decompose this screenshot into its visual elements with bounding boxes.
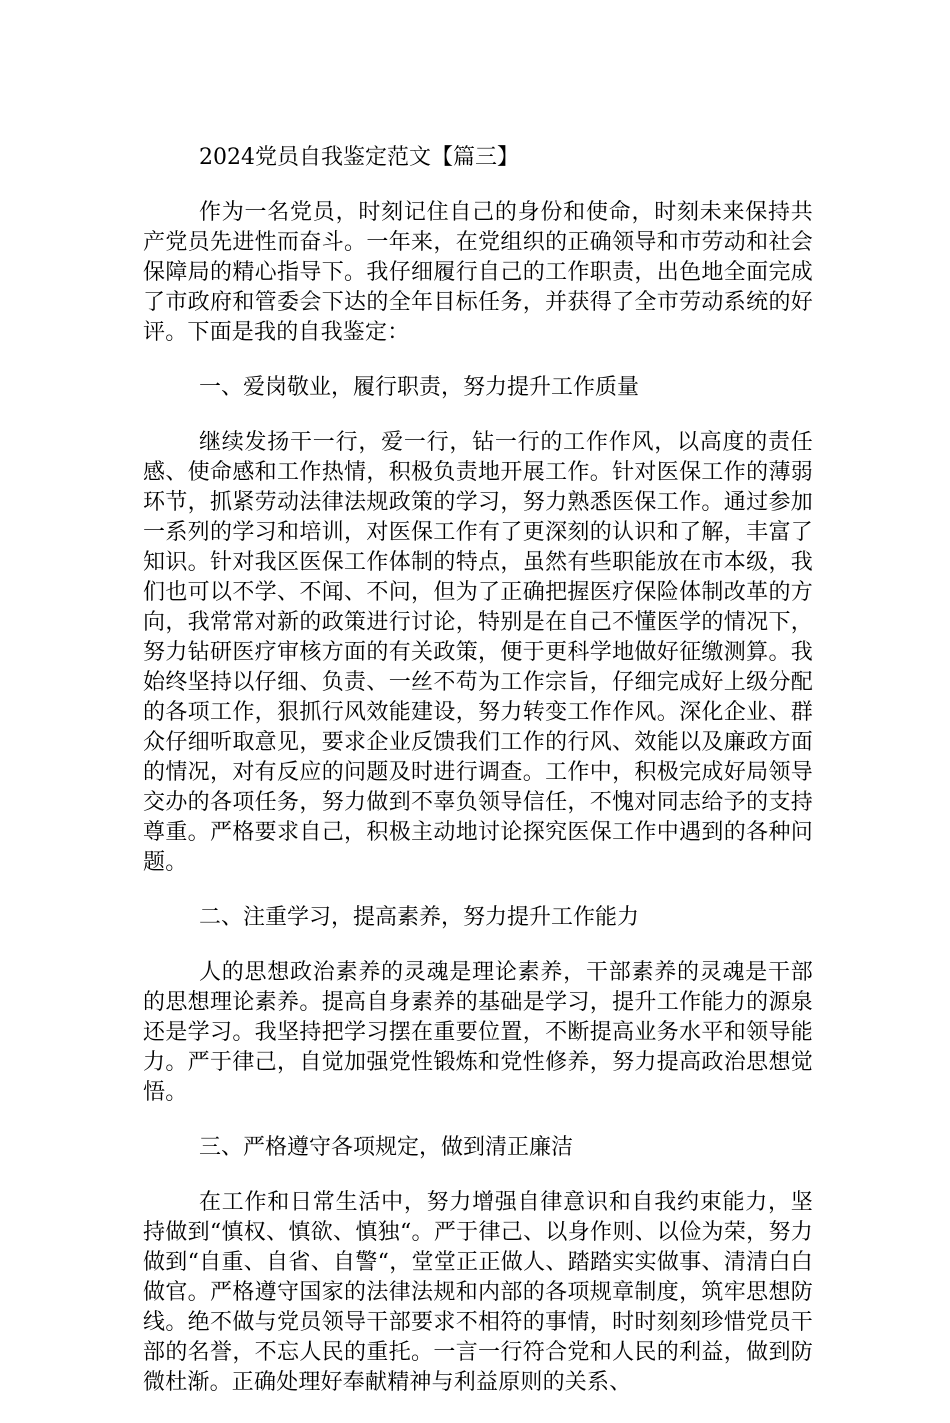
- section-3-paragraph: 在工作和日常生活中，努力增强自律意识和自我约束能力，坚持做到“慎权、慎欲、慎独“。严于律己、以身作则、以俭为荣，努力做到“自重、自省、自警“，堂堂正正做人、踏踏实实做事、清清白白做官。严格遵守国家的法律法规和内部的各项规章制度，筑牢思想防线。绝不做与党员领导干部要求不相符的事情，时时刻刻珍惜党员干部的名誉，不忘人民的重托。一言一行符合党和人民的利益，做到防微杜渐。正确处理好奉献精神与利益原则的关系、: [143, 1190, 813, 1395]
- section-2-heading: 二、注重学习，提高素养，努力提升工作能力: [199, 905, 640, 930]
- section-1-paragraph: 继续发扬干一行，爱一行，钻一行的工作作风，以高度的责任感、使命感和工作热情，积极负责地开展工作。针对医保工作的薄弱环节，抓紧劳动法律法规政策的学习，努力熟悉医保工作。通过参加一系列的学习和培训，对医保工作有了更深刻的认识和了解，丰富了知识。针对我区医保工作体制的特点，虽然有些职能放在市本级，我们也可以不学、不闻、不问，但为了正确把握医疗保险体制改革的方向，我常常对新的政策进行讨论，特别是在自己不懂医学的情况下，努力钻研医疗审核方面的有关政策，便于更科学地做好征缴测算。我始终坚持以仔细、负责、一丝不苟为工作宗旨，仔细完成好上级分配的各项工作，狠抓行风效能建设，努力转变工作作风。深化企业、群众仔细听取意见，要求企业反馈我们工作的行风、效能以及廉政方面的情况，对有反应的问题及时进行调查。工作中，积极完成好局领导交办的各项任务，努力做到不辜负领导信任，不愧对同志给予的支持尊重。严格要求自己，积极主动地讨论探究医保工作中遇到的各种问题。: [143, 430, 813, 875]
- section-2-paragraph: 人的思想政治素养的灵魂是理论素养，干部素养的灵魂是干部的思想理论素养。提高自身素养的基础是学习，提升工作能力的源泉还是学习。我坚持把学习摆在重要位置，不断提高业务水平和领导能力。严于律己，自觉加强党性锻炼和党性修养，努力提高政治思想觉悟。: [143, 960, 813, 1105]
- document-page: [143, 143, 813, 1423]
- section-3-heading: 三、严格遵守各项规定，做到清正廉洁: [199, 1135, 574, 1160]
- section-1-heading: 一、爱岗敬业，履行职责，努力提升工作质量: [199, 375, 640, 400]
- intro-paragraph: 作为一名党员，时刻记住自己的身份和使命，时刻未来保持共产党员先进性而奋斗。一年来，在党组织的正确领导和市劳动和社会保障局的精心指导下。我仔细履行自己的工作职责，出色地全面完成了市政府和管委会下达的全年目标任务，并获得了全市劳动系统的好评。下面是我的自我鉴定：: [143, 200, 813, 345]
- document-title: 2024党员自我鉴定范文【篇三】: [199, 145, 519, 170]
